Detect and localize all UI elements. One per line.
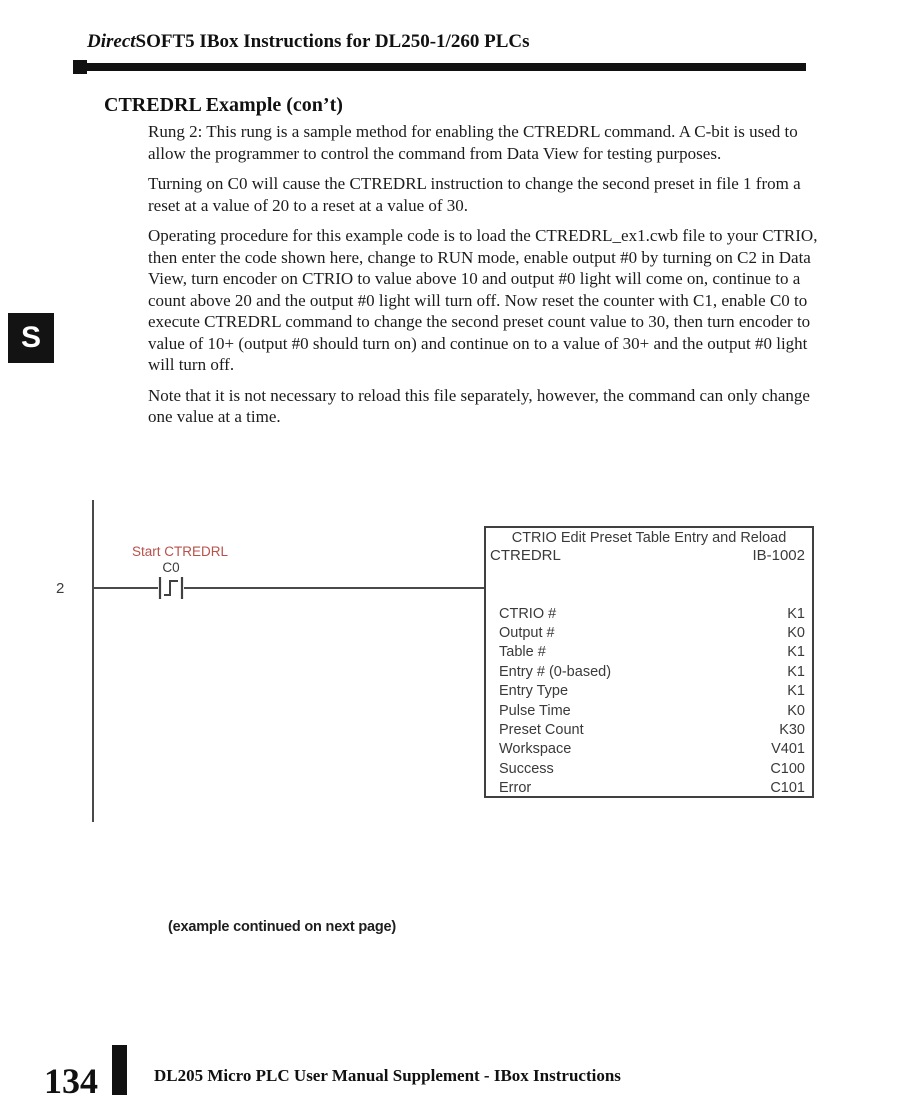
ibox-parameter-row (486, 759, 812, 778)
ibox-id: IB-1002 (752, 547, 805, 564)
param-value: K1 (787, 663, 805, 680)
param-value: C101 (770, 780, 805, 797)
brand-name: Direct (87, 31, 136, 52)
param-label: Table # (499, 644, 546, 661)
section-title: CTREDRL Example (con’t) (104, 94, 343, 116)
param-value: K30 (779, 722, 805, 739)
ibox-parameter-row (486, 682, 812, 701)
ibox-parameter-row (486, 623, 812, 642)
param-value: K1 (787, 683, 805, 700)
footer-title: DL205 Micro PLC User Manual Supplement - IBox Instructions (154, 1066, 621, 1085)
header-title-text: SOFT5 IBox Instructions for DL250-1/260 PLCs (135, 31, 530, 52)
ibox-parameter-row (486, 701, 812, 720)
footer-page-number: 134 (44, 1061, 98, 1101)
paragraph: Note that it is not necessary to reload this file separately, however, the command can only change one value at a time. (148, 385, 810, 426)
ibox-parameter-row (486, 779, 812, 798)
ibox-parameter-row (486, 662, 812, 681)
ibox-parameter-list (486, 604, 812, 798)
param-value: K0 (787, 702, 805, 719)
paragraph: Rung 2: This rung is a sample method for enabling the CTREDRL command. A C-bit is used to allow the programmer to control the command from Data View for testing purposes. (148, 122, 798, 163)
ibox-parameter-row (486, 740, 812, 759)
rung-wire-right (184, 587, 484, 589)
param-value: V401 (771, 741, 805, 758)
page-header (87, 31, 529, 53)
param-value: K1 (787, 605, 805, 622)
ibox-parameter-row (486, 643, 812, 662)
param-value: C100 (770, 760, 805, 777)
param-label: Output # (499, 625, 555, 642)
param-value: K1 (787, 644, 805, 661)
ibox-parameter-row (486, 720, 812, 739)
paragraph: Turning on C0 will cause the CTREDRL instruction to change the second preset in file 1 from a reset at a value of 20 to a reset at a value of 30. (148, 174, 801, 215)
param-label: Workspace (499, 741, 572, 758)
ibox-title: CTRIO Edit Preset Table Entry and Reload (511, 530, 787, 546)
param-label: CTRIO # (499, 605, 557, 622)
continuation-note: (example continued on next page) (168, 919, 397, 935)
param-label: Preset Count (499, 722, 584, 739)
ibox-mnemonic: CTREDRL (490, 547, 561, 564)
chapter-tab-letter: S (20, 321, 41, 354)
rung-number: 2 (56, 580, 65, 597)
param-label: Pulse Time (499, 702, 571, 719)
param-label: Error (499, 780, 532, 797)
chapter-side-tab (8, 313, 54, 363)
rising-edge-contact-icon (157, 575, 185, 601)
contact-comment: Start CTREDRL (132, 544, 229, 559)
param-label: Success (499, 760, 554, 777)
ladder-left-rail (92, 500, 94, 822)
section-body (148, 121, 824, 437)
ibox-instruction-block (484, 526, 814, 798)
ibox-header-row (486, 546, 812, 564)
ibox-parameter-row (486, 604, 812, 623)
footer-divider-bar (112, 1045, 127, 1095)
contact-label: C0 (162, 560, 180, 575)
rung-wire-left (94, 587, 158, 589)
paragraph: Operating procedure for this example code is to load the CTREDRL_ex1.cwb file to your CTRIO, then enter the code shown here, change to RUN mode, enable output #0 by turning on C2 in Data View, turn encoder on CTRIO to value above 10 and output #0 light will come on, continue to a count above 20 and the output #0 light will turn off. Now reset the counter with C1, enable C0 to execute CTREDRL command to change the second preset count value to 30, then turn encoder to value of 10+ (output #0 should turn on) and continue on to a value of 30+ and the output #0 light will turn off. (148, 226, 818, 374)
param-label: Entry Type (499, 683, 569, 700)
param-label: Entry # (0-based) (499, 663, 612, 680)
param-value: K0 (787, 625, 805, 642)
header-rule-bar (73, 63, 806, 71)
